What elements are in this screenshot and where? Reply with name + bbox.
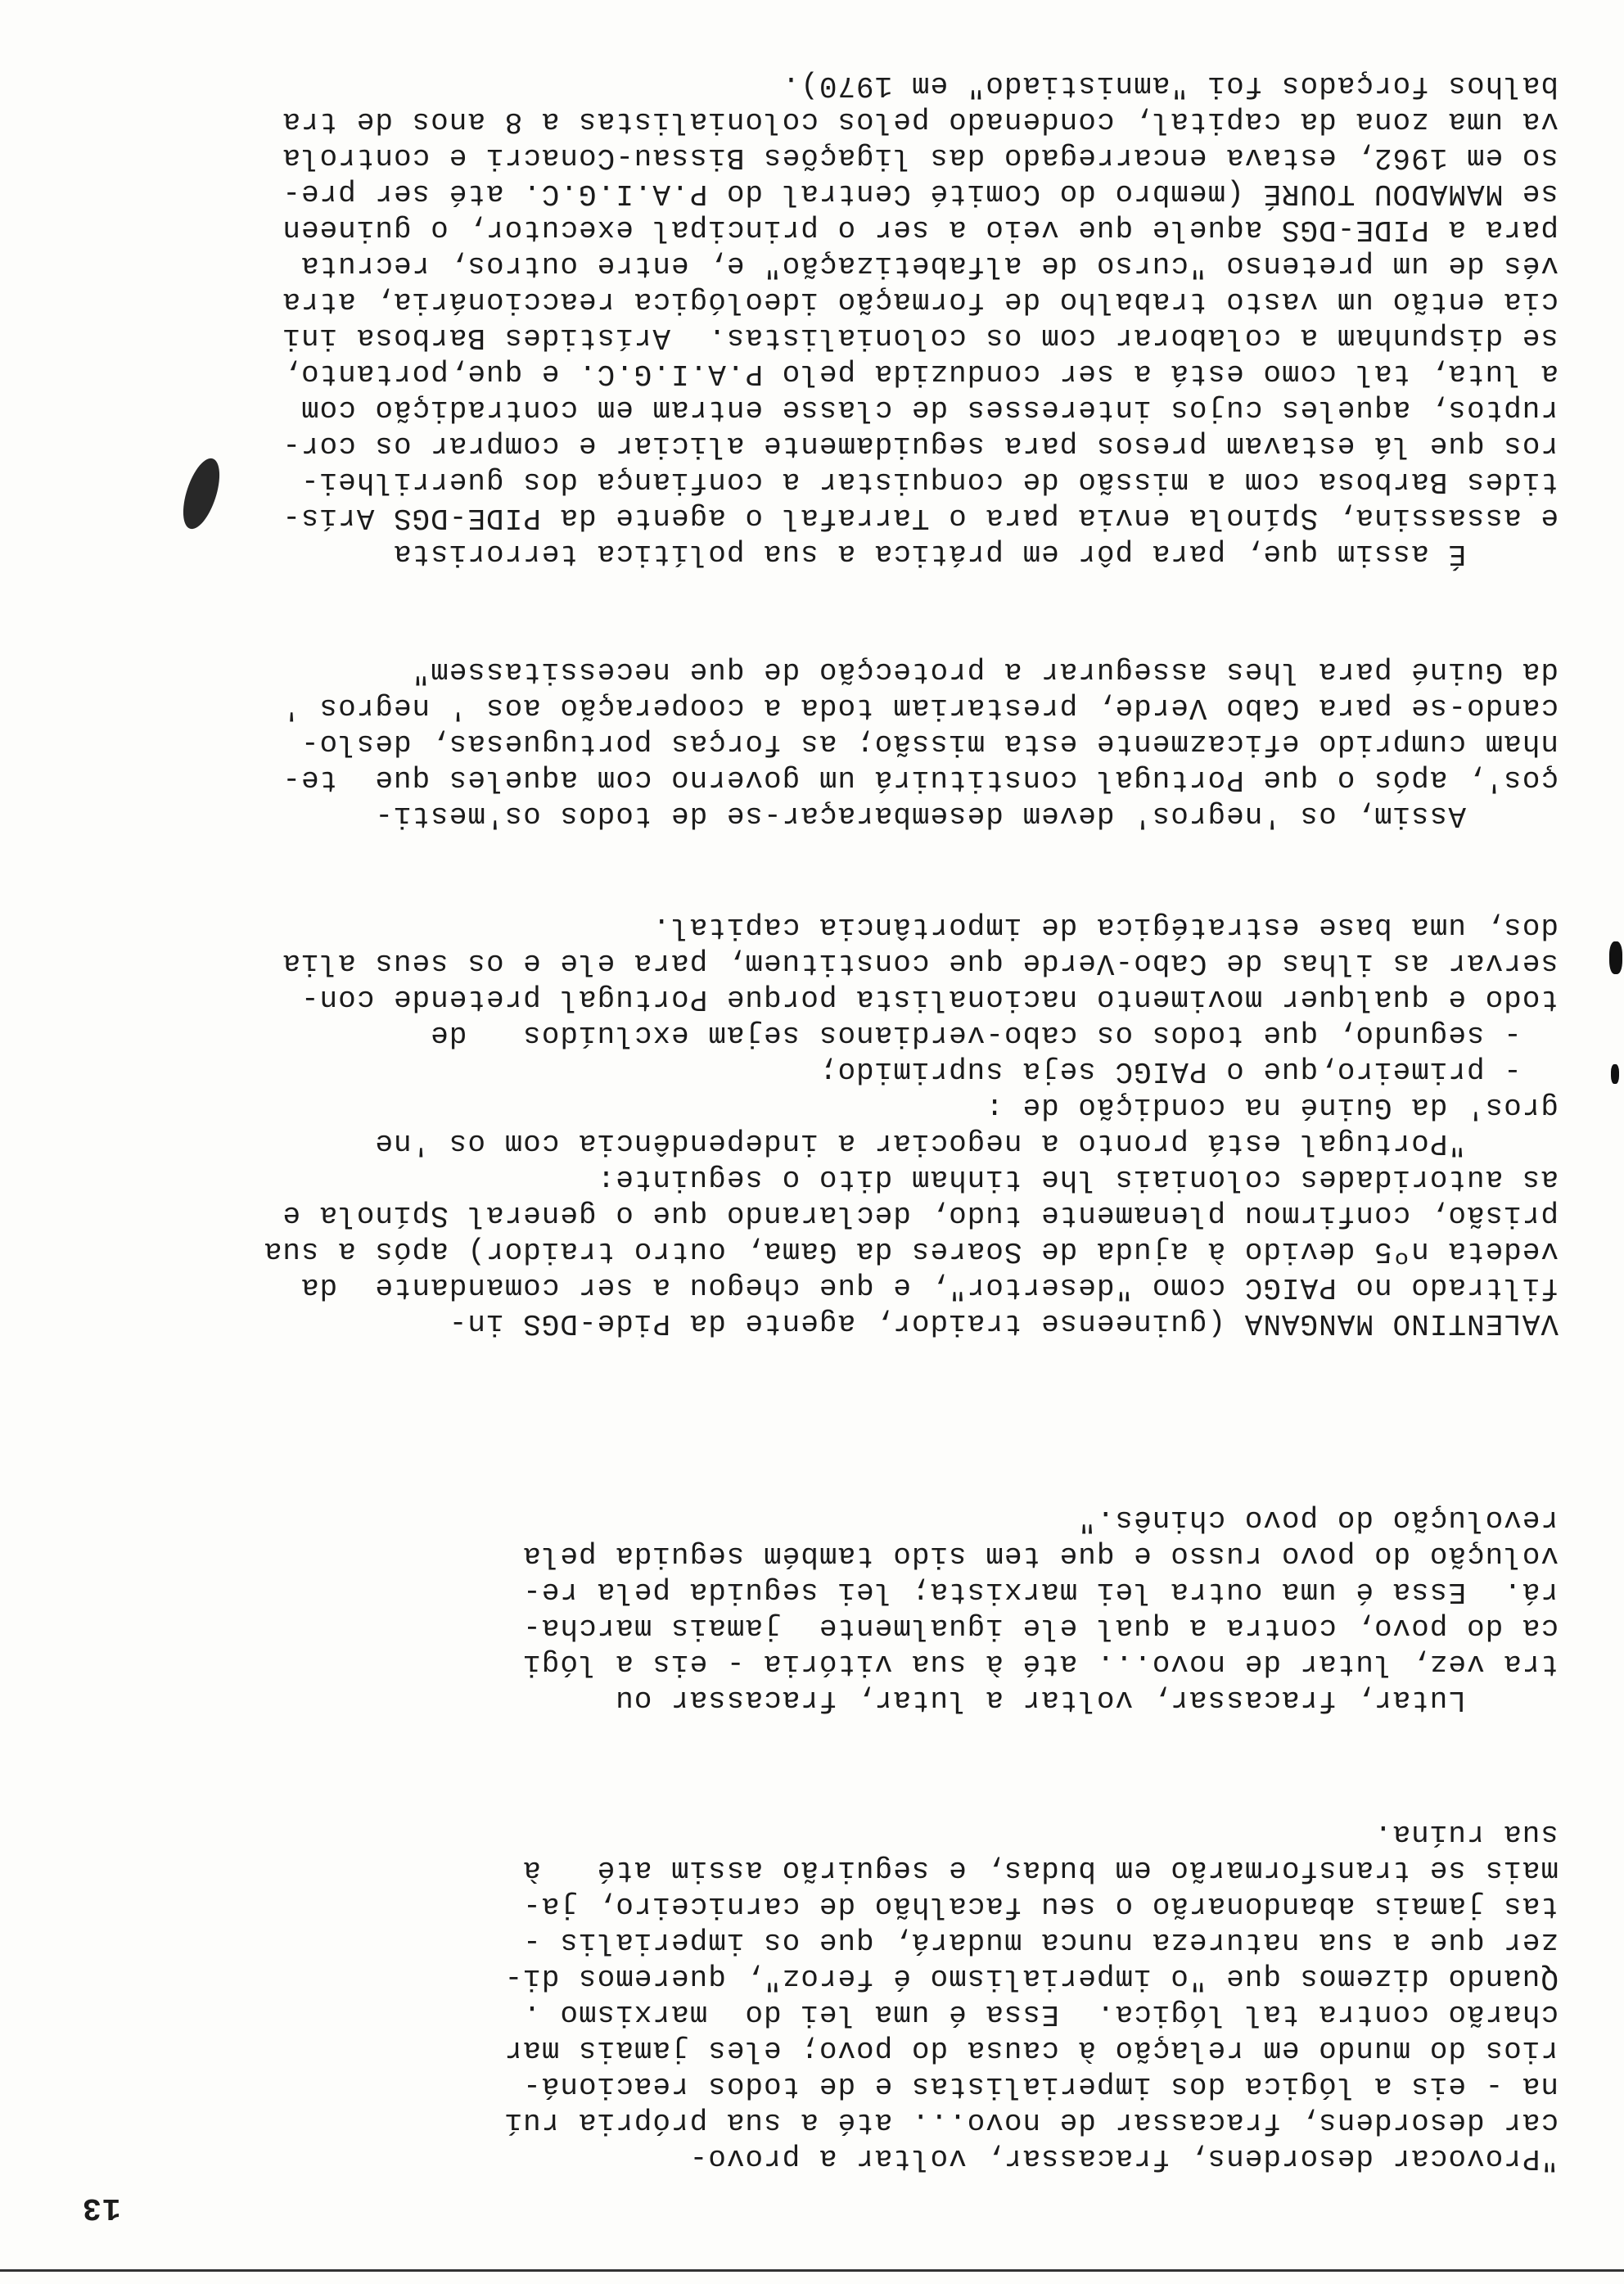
text-line: tides Barbosa com a missão de conquistar a confiança dos guerrilhei- — [300, 465, 1559, 499]
text-line: va uma zona da capital, condenado pelos colonialistas a 8 anos de tra — [282, 105, 1559, 138]
document-sheet — [57, 47, 1559, 2225]
text-line: se dispunham a colaborar com os colonialistas. Arístides Barbosa ini — [282, 321, 1559, 354]
text-line: sua ruína. — [1373, 1817, 1559, 1851]
text-line: Quando dizemos que "o imperialismo é feroz", queremos di- — [503, 1961, 1559, 1995]
text-line: as autoridades coloniais lhe tinham dito o seguinte: — [596, 1162, 1559, 1196]
text-line: ços', após o que Portugal constituirá um governo com aqueles que te- — [282, 763, 1559, 797]
text-line: rá. Essa é uma outra lei marxista; lei seguida pela re- — [522, 1575, 1559, 1609]
text-line: tas jamais abandonarão o seu facalhão de carniceiro, ja- — [522, 1889, 1559, 1923]
text-line: filtrado no PAIGC como "desertor", e que chegou a ser comandante da — [300, 1271, 1559, 1304]
text-line: para a PIDE-DGS aquele que veio a ser o principal executor, o guineen — [282, 213, 1559, 246]
text-line: É assim que, para pôr em prática a sua política terrorista — [392, 537, 1559, 571]
text-line: da Guiné para lhes assegurar a protecção de que necessitassem" — [411, 655, 1559, 688]
text-line: zer que a sua natureza nunca mudará, que os imperialis - — [522, 1925, 1559, 1959]
text-line: na - eis a lógica dos imperialistas e de todos reacioná- — [522, 2070, 1559, 2103]
text-line: - segundo, que todos os cabo-verdianos sejam excluídos de — [430, 1018, 1559, 1052]
text-line: se MAMADOU TOURÉ (membro do Comité Central do P.A.I.G.C. até ser pre- — [282, 177, 1559, 210]
text-line: vés de um pretenso "curso de alfabetização" e, entre outros, recruta — [300, 249, 1559, 282]
scan-edge-mark — [1609, 941, 1622, 974]
text-line: balhos forçados foi "amnistiado" em 1970). — [781, 69, 1559, 102]
paragraph-quote-imperialism — [57, 1816, 1559, 2176]
text-line: - primeiro,que o PAIGC seja suprimido; — [818, 1054, 1559, 1088]
page-number: 13 — [82, 2190, 121, 2225]
text-line: revolução do povo chinês." — [1077, 1503, 1559, 1537]
text-line: volução do povo russo e que tem sido também seguida pela — [522, 1539, 1559, 1573]
paragraph-spinola-tarrafal — [57, 67, 1559, 571]
paragraph-quote-people — [57, 1501, 1559, 1718]
text-line: "Provocar desordens, fracassar, voltar a provo- — [688, 2142, 1559, 2175]
text-line: rios do mundo em relação à causa do povo; eles jamais mar — [503, 2033, 1559, 2067]
text-line: vedeta nº5 devido à ajuda de Soares da Gama, outro traidor) após a sua — [263, 1235, 1559, 1268]
text-line: todo e qualquer movimento nacionalista porque Portugal pretende con- — [300, 982, 1559, 1016]
text-line: e assassina, Spínola envia para o Tarrafal o agente da PIDE-DGS Arís- — [282, 501, 1559, 535]
text-line: Assim, os 'negros' devem desembaraçar-se de todos os'mesti- — [374, 799, 1559, 833]
text-line: tra vez, lutar de novo... até à sua vitória - eis a lógi — [522, 1647, 1559, 1681]
text-line: mais se transformarão em budas, e seguirão assim até à — [522, 1853, 1559, 1887]
text-line: ruptos, aqueles cujos interesses de classe entram em contradição com — [300, 393, 1559, 427]
paragraph-valentino-mangana — [57, 909, 1559, 1341]
text-line: charão contra tal lógica. Essa é uma lei do marxismo . — [522, 1997, 1559, 2031]
text-line: cia então um vasto trabalho de formação ideológica reaccionária, atra — [282, 285, 1559, 318]
text-line: so em 1962, estava encarregado das ligações Bissau-Conacri e controla — [282, 141, 1559, 174]
scan-edge-mark — [1611, 1064, 1619, 1084]
text-line: cando-se para Cabo Verde, prestariam toda a cooperação aos ' negros ' — [282, 691, 1559, 724]
text-line: ros que lá estavam presos para seguidamente aliciar e comprar os cor- — [282, 429, 1559, 463]
text-line: Lutar, fracassar, voltar a lutar, fracassar ou — [615, 1683, 1559, 1717]
text-line: gros' da Guiné na condição de : — [985, 1090, 1559, 1124]
text-line: VALENTINO MANGANA (guineense traidor, agente da Pide-DGS in- — [448, 1307, 1559, 1340]
text-line: nham cumprido eficazmente esta missão; as forças portuguesas, deslo- — [300, 727, 1559, 761]
scan-border-line — [0, 2269, 1624, 2272]
text-line: car desordens, fracassar de novo... até a sua própria ruí — [503, 2106, 1559, 2139]
text-line: servar as ilhas de Cabo-Verde que constituem, para ele e os seus alia — [282, 946, 1559, 980]
text-line: "Portugal está pronto a negociar a independência com os 'ne — [374, 1126, 1559, 1160]
text-line: prisão, confirmou plenamente tudo, declarando que o general Spínola e — [282, 1198, 1559, 1232]
text-line: ca do povo, contra a qual ele igualmente jamais marcha- — [522, 1611, 1559, 1645]
text-line: a luta, tal como está a ser conduzida pelo P.A.I.G.C. e que,portanto, — [282, 357, 1559, 390]
paragraph-negros-mesticos — [57, 653, 1559, 833]
text-line: dos, uma base estratégica de importância capital. — [652, 910, 1559, 944]
